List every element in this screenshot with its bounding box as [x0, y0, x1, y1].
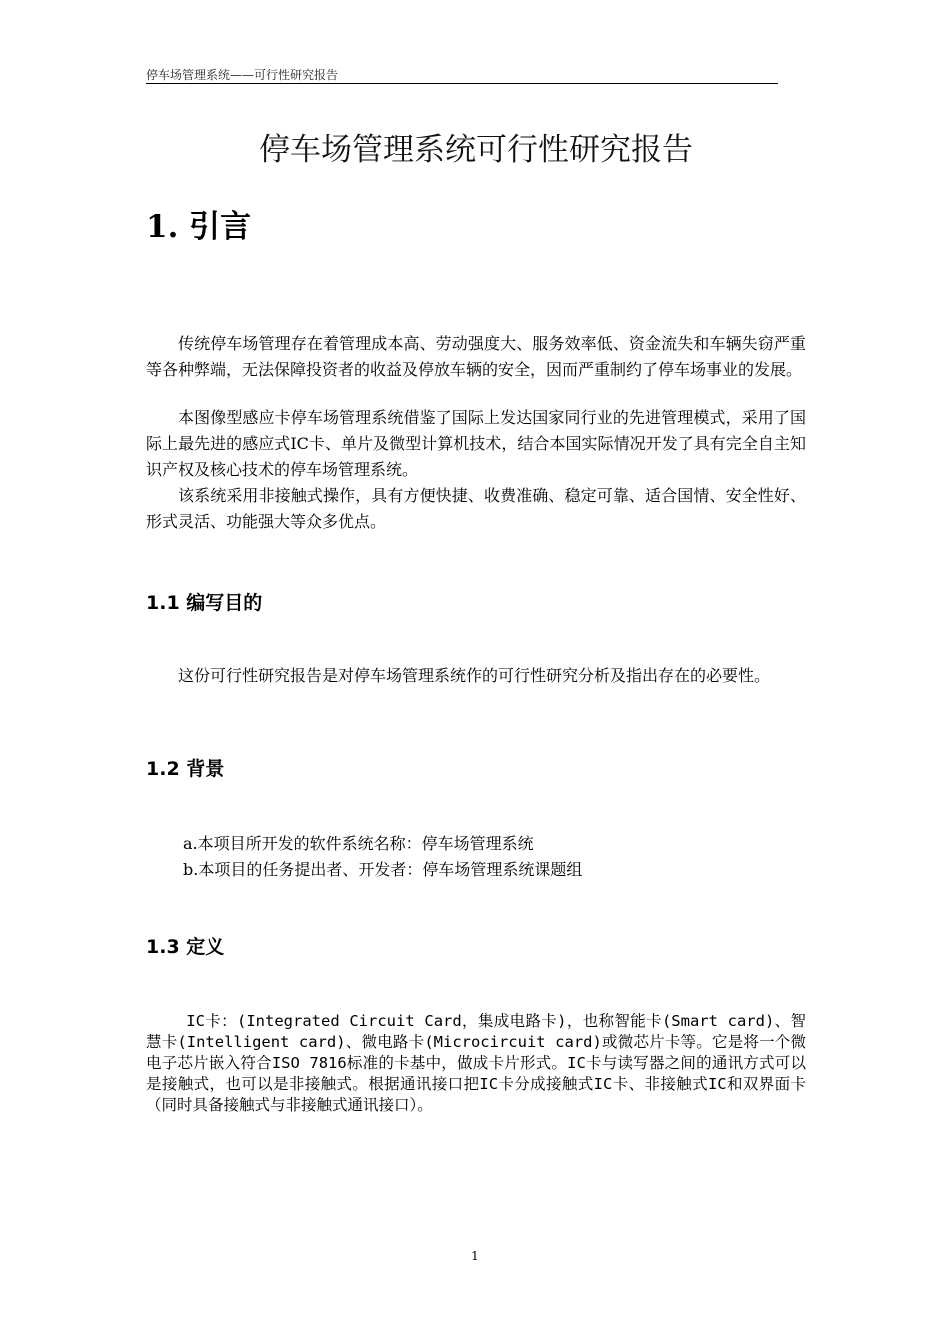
definition-paragraph: IC卡：(Integrated Circuit Card，集成电路卡)，也称智能卡(Smart card)、智慧卡(Intelligent card)、微电路卡(Microcircuit card)或微芯片卡等。它是将一个微电子芯片嵌入符合ISO 7816标准的卡基中，做成卡片形式。IC卡与读写器之间的通讯方式可以是接触式，也可以是非接触式。根据通讯接口把IC卡分成接触式IC卡、非接触式IC和双界面卡（同时具备接触式与非接触式通讯接口）。 [146, 1012, 806, 1114]
section-heading-purpose: 1.1 编写目的 [146, 592, 263, 614]
intro-paragraph-2: 本图像型感应卡停车场管理系统借鉴了国际上发达国家同行业的先进管理模式，采用了国际上最先进的感应式IC卡、单片及微型计算机技术，结合本国实际情况开发了具有完全自主知识产权及核心技术的停车场管理系统。 [146, 408, 806, 479]
document-title: 停车场管理系统可行性研究报告 [259, 132, 693, 168]
section-heading-definition: 1.3 定义 [146, 936, 225, 958]
intro-paragraph-3: 该系统采用非接触式操作，具有方便快捷、收费准确、稳定可靠、适合国情、安全性好、形式灵活、功能强大等众多优点。 [146, 486, 806, 531]
intro-paragraph-1: 传统停车场管理存在着管理成本高、劳动强度大、服务效率低、资金流失和车辆失窃严重等各种弊端，无法保障投资者的收益及停放车辆的安全，因而严重制约了停车场事业的发展。 [146, 334, 806, 379]
background-item-b: b.本项目的任务提出者、开发者：停车场管理系统课题组 [183, 860, 583, 879]
section-heading-introduction: 1. 引言 [146, 209, 252, 245]
header-divider [146, 83, 778, 84]
page-number: 1 [471, 1249, 479, 1263]
background-item-a: a.本项目所开发的软件系统名称：停车场管理系统 [183, 834, 534, 853]
purpose-paragraph: 这份可行性研究报告是对停车场管理系统作的可行性研究分析及指出存在的必要性。 [178, 666, 771, 685]
section-heading-background: 1.2 背景 [146, 758, 225, 780]
running-header: 停车场管理系统——可行性研究报告 [146, 68, 339, 82]
